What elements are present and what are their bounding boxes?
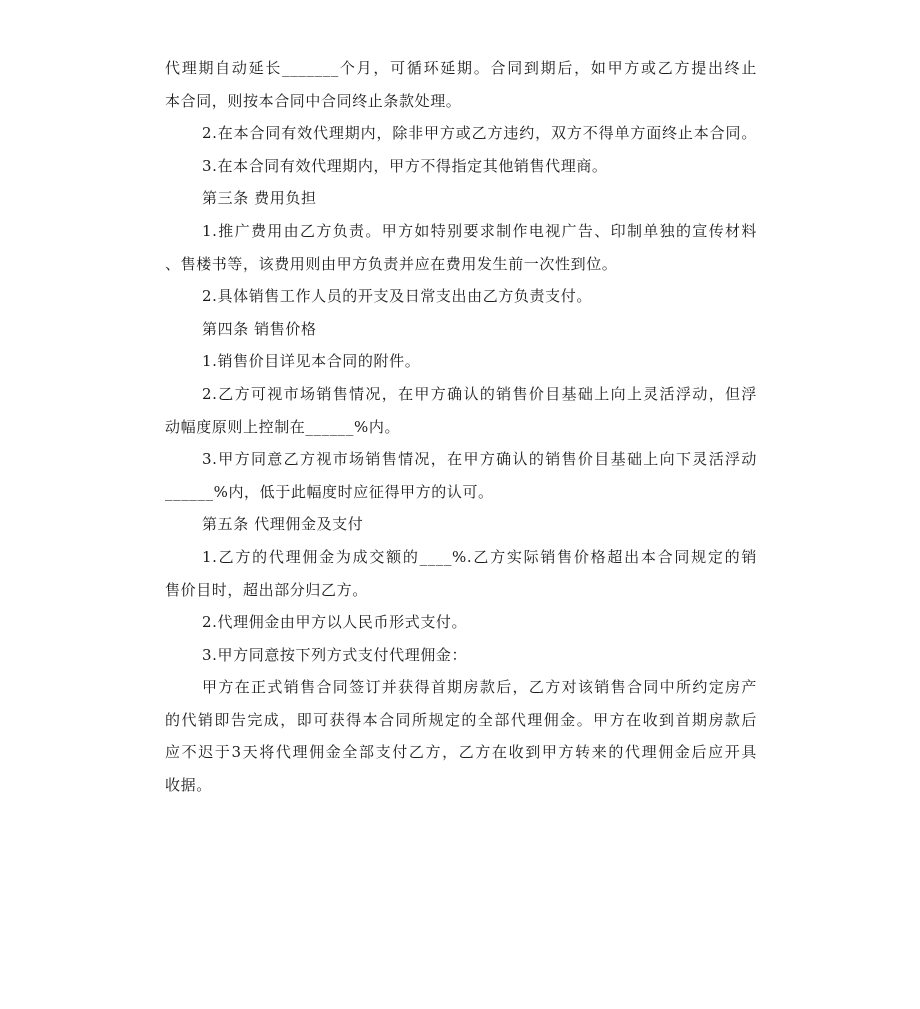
- text-line: 1.销售价目详见本合同的附件。: [202, 352, 421, 371]
- text-line: 动幅度原则上控制在______%内。: [165, 417, 401, 436]
- text-line: 甲方在正式销售合同签订并获得首期房款后，乙方对该销售合同中所约定房产: [202, 678, 757, 697]
- text-line: 2.在本合同有效代理期内，除非甲方或乙方违约，双方不得单方面终止本合同。: [202, 124, 757, 143]
- text-line: 3.甲方同意按下列方式支付代理佣金：: [202, 645, 468, 664]
- text-line: 3.在本合同有效代理期内，甲方不得指定其他销售代理商。: [202, 156, 608, 175]
- text-line: 应不迟于3天将代理佣金全部支付乙方，乙方在收到甲方转来的代理佣金后应开具: [165, 743, 757, 762]
- text-line: 1.推广费用由乙方负责。甲方如特别要求制作电视广告、印制单独的宣传材料: [202, 221, 757, 240]
- text-line: 售价目时，超出部分归乙方。: [165, 580, 368, 599]
- document-body: [165, 52, 757, 802]
- text-line: 第四条 销售价格: [202, 319, 317, 338]
- text-line: 收据。: [165, 776, 212, 795]
- text-line: ______%内，低于此幅度时应征得甲方的认可。: [165, 482, 494, 501]
- text-line: 3.甲方同意乙方视市场销售情况，在甲方确认的销售价目基础上向下灵活浮动: [202, 450, 757, 469]
- text-line: 、售楼书等，该费用则由甲方负责并应在费用发生前一次性到位。: [165, 254, 618, 273]
- text-line: 2.代理佣金由甲方以人民币形式支付。: [202, 613, 468, 632]
- text-line: 的代销即告完成，即可获得本合同所规定的全部代理佣金。甲方在收到首期房款后: [165, 710, 757, 729]
- text-line: 2.乙方可视市场销售情况，在甲方确认的销售价目基础上向上灵活浮动，但浮: [202, 384, 757, 403]
- text-line: 2.具体销售工作人员的开支及日常支出由乙方负责支付。: [202, 287, 592, 306]
- text-line: 本合同，则按本合同中合同终止条款处理。: [165, 91, 462, 110]
- text-line: 1.乙方的代理佣金为成交额的____%.乙方实际销售价格超出本合同规定的销: [202, 547, 757, 566]
- text-line: 代理期自动延长_______个月，可循环延期。合同到期后，如甲方或乙方提出终止: [165, 59, 757, 77]
- text-line: 第三条 费用负担: [202, 189, 317, 208]
- text-line: 第五条 代理佣金及支付: [202, 515, 364, 534]
